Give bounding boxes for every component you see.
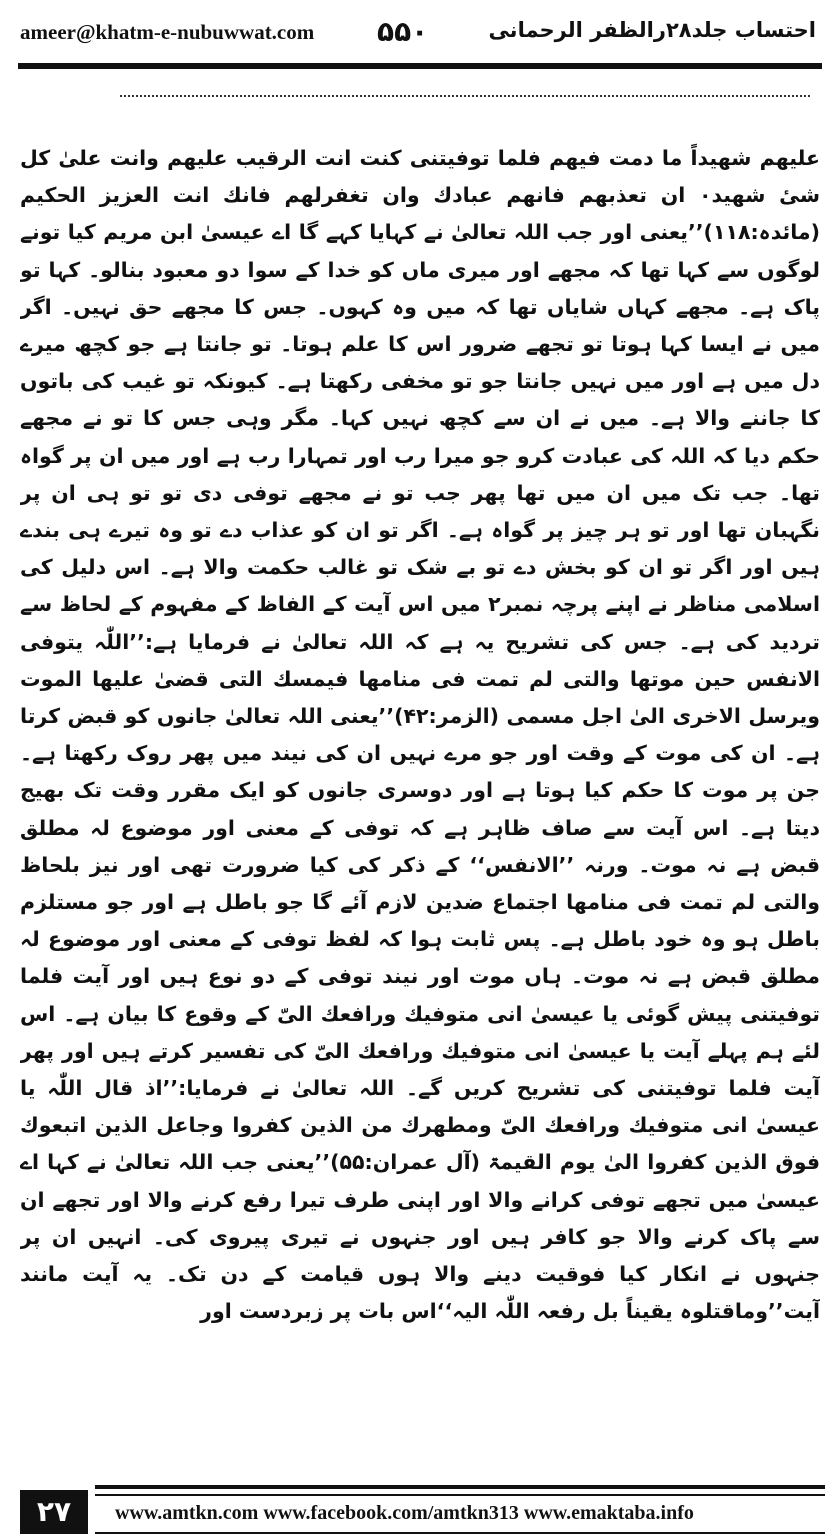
footer-divider-top xyxy=(95,1485,825,1489)
footer-divider-bottom xyxy=(95,1532,825,1534)
book-title: احتساب جلد۲۸رالظفر الرحمانی xyxy=(488,18,816,42)
footer-page-badge: ۲۷ xyxy=(20,1490,88,1534)
page-header xyxy=(0,0,840,72)
dotted-separator xyxy=(120,95,810,97)
footer-divider-thin xyxy=(95,1494,825,1496)
body-text: علیھم شھیداً ما دمت فیھم فلما توفیتنی کنت انت الرقیب علیھم وانت علیٰ کل شیٔ شھید۰ ان تعذبھم فانھم عبادك وان تغفرلھم فانك انت العزیز الحکیم (مائدہ:۱۱۸)’’یعنی اور جب اللہ تعالیٰ نے کہایا کہے گا اے عیسیٰ ابن مریم کیا تونے لوگوں سے کہا تھا کہ مجھے اور میری ماں کو خدا کے سوا دو معبود بنالو۔ کہا تو پاک ہے۔ مجھے کہاں شایاں تھا کہ میں وہ کہوں۔ جس کا مجھے حق نہیں۔ اگر میں نے ایسا کہا ہوتا تو تجھے ضرور اس کا علم ہوتا۔ تو جانتا ہے جو کچھ میرے دل میں ہے اور میں نہیں جانتا جو تو مخفی رکھتا ہے۔ کیونکہ تو غیب کی باتوں کا جاننے والا ہے۔ میں نے ان سے کچھ نہیں کہا۔ مگر وہی جس کا تو نے مجھے حکم دیا کہ اللہ کی عبادت کرو جو میرا رب اور تمہارا رب ہے اور میں ان پر گواہ تھا۔ جب تک میں ان میں تھا پھر جب تو نے مجھے توفی دی تو تو ہی ان پر نگہبان تھا اور تو ہر چیز پر گواہ ہے۔ اگر تو ان کو عذاب دے تو وہ تیرے ہی بندے ہیں اور اگر تو ان کو بخش دے تو بے شک تو غالب حکمت والا ہے۔ اس دلیل کی اسلامی مناظر نے اپنے پرچہ نمبر۲ میں اس آیت کے الفاظ کے مفہوم کے لحاظ سے تردید کی ہے۔ جس کی تشریح یہ ہے کہ اللہ تعالیٰ نے فرمایا ہے:’’اللّٰہ یتوفی الانفس حین موتھا والتی لم تمت فی منامھا فیمسك التی قضیٰ علیھا الموت ویرسل الاخری الیٰ اجل مسمی (الزمر:۴۲)’’یعنی اللہ تعالیٰ جانوں کو قبض کرتا ہے۔ ان کی موت کے وقت اور جو مرے نہیں ان کی نیند میں پھر روک رکھتا ہے۔ جن پر موت کا حکم کیا ہوتا ہے اور دوسری جانوں کو ایک مقرر وقت تک بھیج دیتا ہے۔ اس آیت سے صاف ظاہر ہے کہ توفی کے معنی اور موضوع لہ مطلق قبض ہے نہ موت۔ ورنہ ’’الانفس‘‘ کے ذکر کی کیا ضرورت تھی اور نیز بلحاظ والتی لم تمت فی منامھا اجتماع ضدین لازم آئے گا جو باطل ہے اور جو مستلزم باطل ہو وہ خود باطل ہے۔ پس ثابت ہوا کہ لفظ توفی کے معنی اور موضوع لہ مطلق قبض ہے نہ موت۔ ہاں موت اور نیند توفی کے دو نوع ہیں اور آیت فلما توفیتنی پیش گوئی یا عیسیٰ انی متوفیك ورافعك الیّ کے وقوع کا بیان ہے۔ اس لئے ہم پہلے آیت یا عیسیٰ انی متوفیك ورافعك الیّ کی تفسیر کرتے ہیں اور پھر آیت فلما توفیتنی کی تشریح کریں گے۔ اللہ تعالیٰ نے فرمایا:’’اذ قال اللّٰہ یا عیسیٰ انی متوفیك ورافعك الیّ ومطھرك من الذین کفروا وجاعل الذین اتبعوك فوق الذین کفروا الیٰ یوم القیمۃ (آل عمران:۵۵)’’یعنی جب اللہ تعالیٰ نے کہا اے عیسیٰ میں تجھے توفی کرانے والا اور اپنی طرف تیرا رفع کرنے والا اور تجھے ان سے پاک کرنے والا جو کافر ہیں اور جنہوں نے تیری پیروی کی۔ انہیں ان پر جنہوں نے انکار کیا فوقیت دینے والا ہوں قیامت کے دن تک۔ یہ آیت مانند آیت’’وماقتلوہ یقیناً بل رفعہ اللّٰہ الیہ‘‘اس بات پر زبردست اور xyxy=(20,146,820,1324)
footer-links: www.amtkn.com www.facebook.com/amtkn313 www.emaktaba.info xyxy=(115,1502,694,1524)
header-divider xyxy=(18,63,822,69)
email-address: ameer@khatm-e-nubuwwat.com xyxy=(20,20,315,44)
page-footer xyxy=(0,1482,840,1540)
page-number: ۵۵۰ xyxy=(377,15,429,48)
